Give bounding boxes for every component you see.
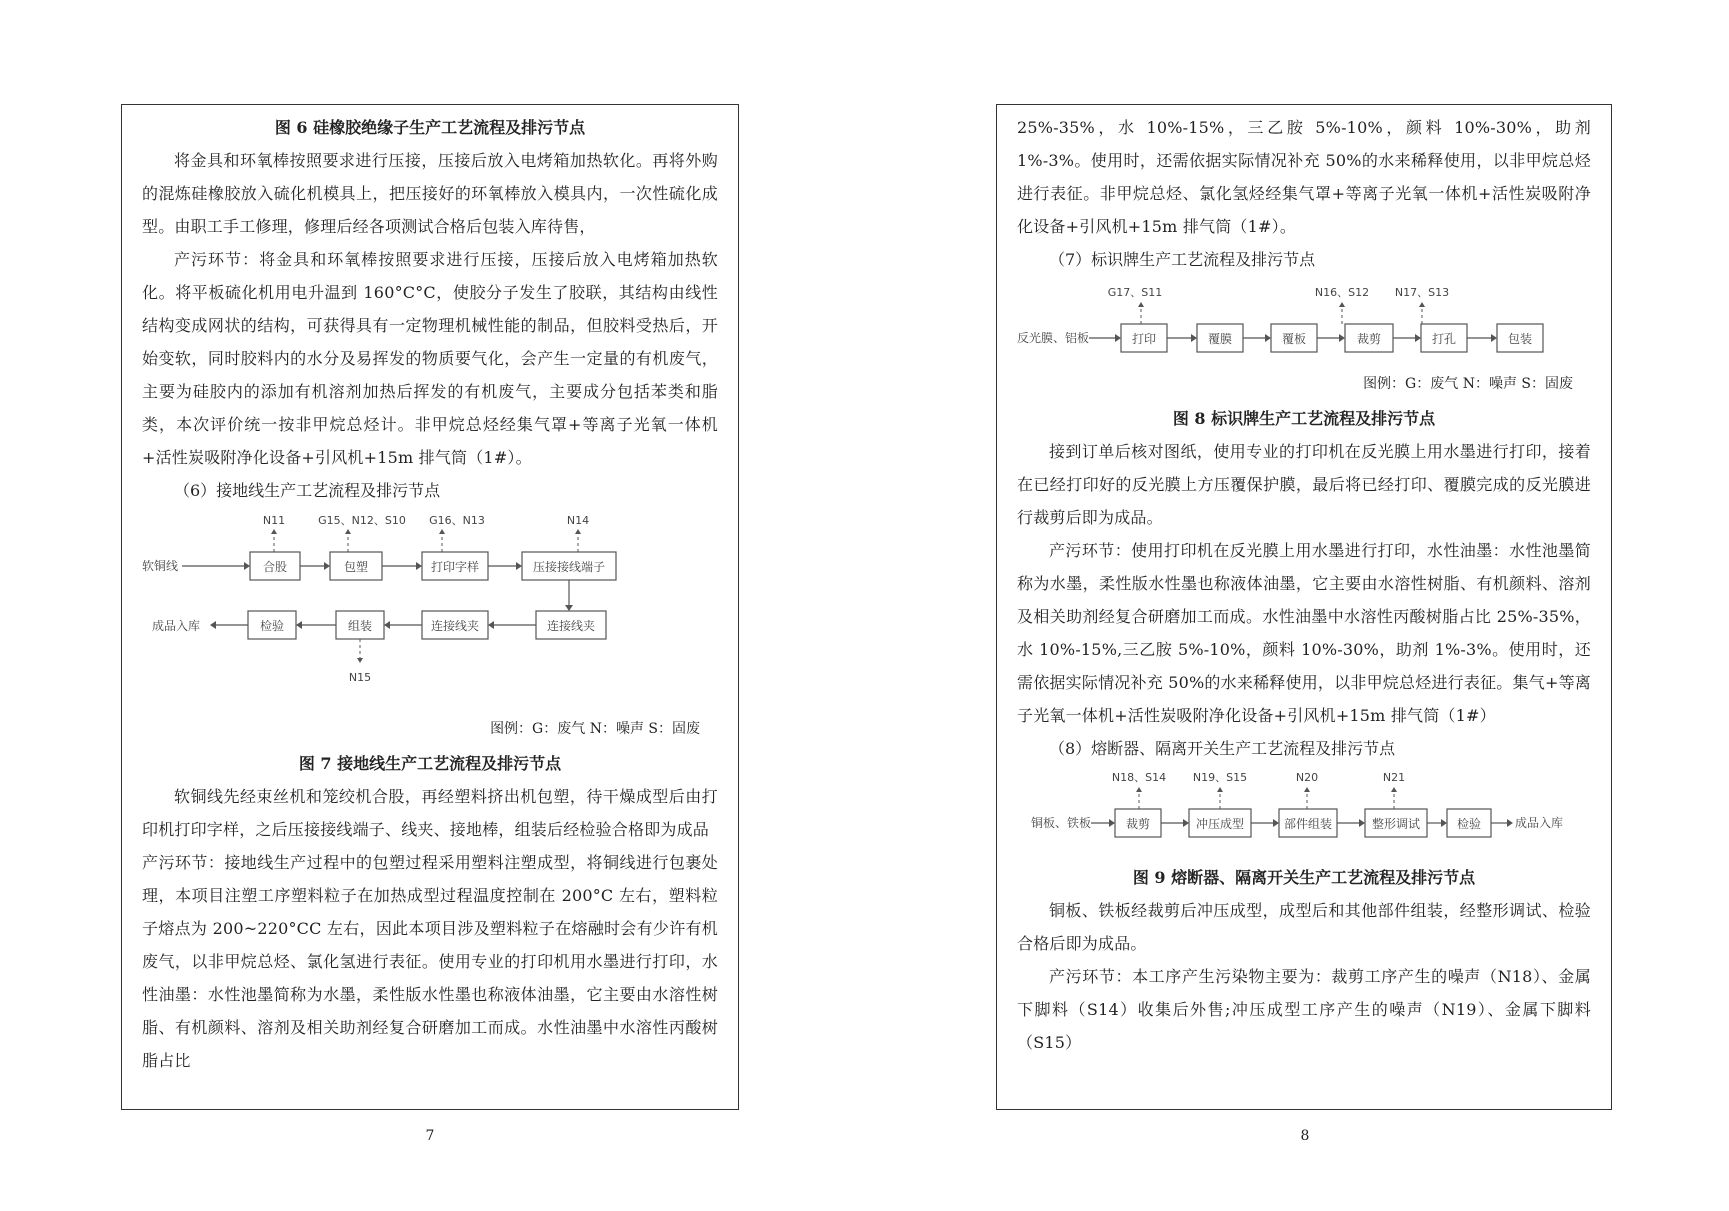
left-paragraph-2: 产污环节：将金具和环氧棒按照要求进行压接，压接后放入电烤箱加热软化。将平板硫化机用电升温到 160°C°C，使胶分子发生了胶联，其结构由线性结构变成网状的结构，可获得具有一定物理机械性能的制品，但胶料受热后，开始变软，同时胶料内的水分及易挥发的物质要气化，会产生一定量的有机废气，主要为硅胶内的添加有机溶剂加热后挥发的有机废气，主要成分包括苯类和脂类，本次评价统一按非甲烷总烃计。非甲烷总烃经集气罩+等离子光氧一体机+活性炭吸附净化设备+引风机+15m 排气筒（1#）。 [142,250,718,467]
process-box: 部件组装 [1283,817,1333,831]
right-paragraph-5: 产污环节：本工序产生污染物主要为：裁剪工序产生的噪声（N18）、金属下脚料（S14）收集后外售;冲压成型工序产生的噪声（N19）、金属下脚料（S15） [1017,967,1591,1052]
left-paragraph-4: 产污环节：接地线生产过程中的包塑过程采用塑料注塑成型，将铜线进行包裹处理，本项目注塑工序塑料粒子在加热成型过程温度控制在 200°C 左右，塑料粒子熔点为 200~220°CC 左右，因此本项目涉及塑料粒子在熔融时会有少许有机废气，以非甲烷总烃、氯化氢进行表征。使用专业的打印机用水墨进行打印，水性油墨：水性池墨简称为水墨，柔性版水性墨也称液体油墨，它主要由水溶性树脂、有机颜料、溶剂及相关助剂经复合研磨加工而成。水性油墨中水溶性丙酸树脂占比 [142,853,718,1070]
process-box: 连接线夹 [546,619,596,633]
fig9-caption: 图 9 熔断器、隔离开关生产工艺流程及排污节点 [1132,868,1476,887]
fig7-caption: 图 7 接地线生产工艺流程及排污节点 [298,754,562,773]
fig8-legend: 图例：G：废气 N：噪声 S：固废 [1363,376,1573,392]
process-box: 包塑 [343,560,369,574]
process-box: 覆膜 [1207,332,1233,346]
emission-label: N11 [262,514,286,527]
emission-label: N16、S12 [1314,286,1370,299]
fig6-caption: 图 6 硅橡胶绝缘子生产工艺流程及排污节点 [274,118,586,137]
flow-output: 成品入库 [152,619,201,633]
page-number-left: 7 [425,1128,435,1144]
process-box: 打孔 [1431,332,1457,346]
emission-label: N18、S14 [1111,771,1167,784]
page-number-right: 8 [1300,1128,1310,1144]
page-right [996,104,1612,1110]
process-box: 冲压成型 [1195,817,1245,831]
section-6-heading: （6）接地线生产工艺流程及排污节点 [174,481,441,500]
process-box: 裁剪 [1125,817,1151,831]
fig9-flowchart [1017,765,1593,855]
fig7-flowchart [142,507,718,717]
flow-input: 软铜线 [142,559,179,573]
right-paragraph-3: 产污环节：使用打印机在反光膜上用水墨进行打印，水性油墨：水性池墨简称为水墨，柔性版水性墨也称液体油墨，它主要由水溶性树脂、有机颜料、溶剂及相关助剂经复合研磨加工而成。水性油墨中水溶性丙酸树脂占比 25%-35%，水 10%-15%,三乙胺 5%-10%，颜料 10%-30%，助剂 1%-3%。使用时，还需依据实际情况补充 50%的水来稀释使用，以非甲烷总烃进行表征。集气+等离子光氧一体机+活性炭吸附净化设备+引风机+15m 排气筒（1#） [1017,541,1591,725]
process-box: 裁剪 [1356,332,1382,346]
left-paragraph-1: 将金具和环氧棒按照要求进行压接，压接后放入电烤箱加热软化。再将外购的混炼硅橡胶放入硫化机模具上，把压接好的环氧棒放入模具内，一次性硫化成型。由职工手工修理，修理后经各项测试合格后包装入库待售， [142,151,718,236]
process-box: 连接线夹 [430,619,480,633]
page-left [121,104,739,1110]
right-paragraph-2: 接到订单后核对图纸，使用专业的打印机在反光膜上用水墨进行打印，接着在已经打印好的反光膜上方压覆保护膜，最后将已经打印、覆膜完成的反光膜进行裁剪后即为成品。 [1017,442,1591,527]
section-7-heading: （7）标识牌生产工艺流程及排污节点 [1049,250,1316,269]
emission-label: G15、N12、S10 [318,514,406,527]
right-paragraph-1: 25%-35%，水 10%-15%，三乙胺 5%-10%，颜料 10%-30%，助剂 1%-3%。使用时，还需依据实际情况补充 50%的水来稀释使用，以非甲烷总烃进行表征。非甲烷总烃、氯化氢烃经集气罩+等离子光氧一体机+活性炭吸附净化设备+引风机+15m 排气筒（1#）。 [1017,118,1591,236]
section-8-heading: （8）熔断器、隔离开关生产工艺流程及排污节点 [1049,739,1396,758]
fig8-caption: 图 8 标识牌生产工艺流程及排污节点 [1172,409,1436,428]
emission-label: N15 [348,671,372,684]
process-box: 检验 [1456,817,1482,831]
flow-input: 反光膜、铝板 [1017,331,1090,345]
emission-label: G16、N13 [429,514,485,527]
fig7-legend: 图例：G：废气 N：噪声 S：固废 [490,721,700,737]
emission-label: N20 [1295,771,1319,784]
process-box: 组装 [347,619,373,633]
process-box: 覆板 [1281,332,1307,346]
process-box: 打印字样 [430,560,480,574]
process-box: 包装 [1507,332,1533,346]
emission-label: G17、S11 [1107,286,1163,299]
emission-label: N14 [566,514,590,527]
left-paragraph-3: 软铜线先经束丝机和笼绞机合股，再经塑料挤出机包塑，待干燥成型后由打印机打印字样，之后压接接线端子、线夹、接地棒，组装后经检验合格即为成品 [142,787,718,839]
flow-input: 铜板、铁板 [1031,816,1092,830]
emission-label: N17、S13 [1394,286,1450,299]
fig8-flowchart [1017,276,1593,372]
process-box: 打印 [1131,332,1157,346]
process-box: 整形调试 [1371,817,1421,831]
process-box: 检验 [259,619,285,633]
flow-output: 成品入库 [1515,816,1564,830]
emission-label: N19、S15 [1192,771,1248,784]
right-paragraph-4: 铜板、铁板经裁剪后冲压成型，成型后和其他部件组装，经整形调试、检验合格后即为成品。 [1017,901,1591,953]
process-box: 压接接线端子 [532,560,606,574]
emission-label: N21 [1382,771,1406,784]
process-box: 合股 [262,560,288,574]
